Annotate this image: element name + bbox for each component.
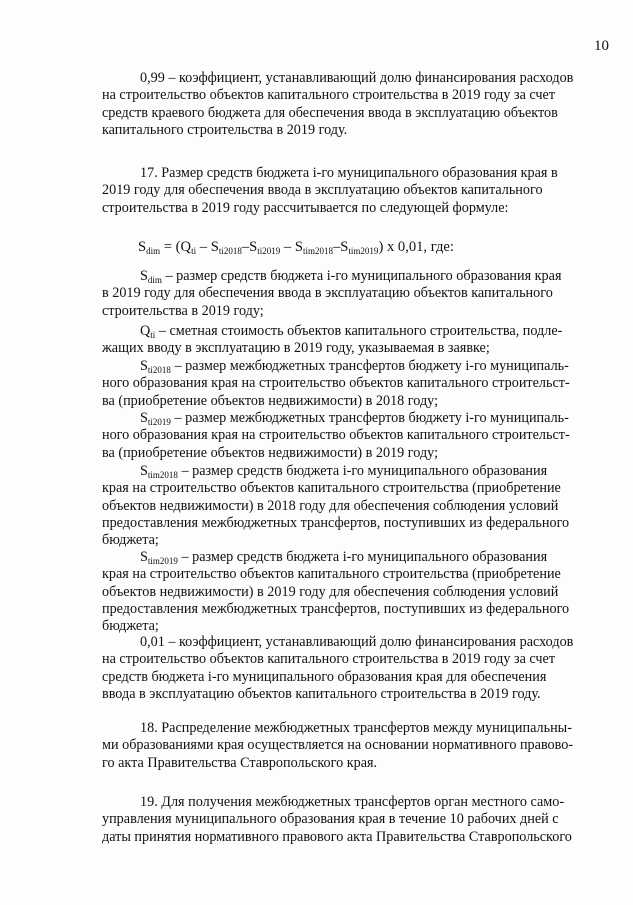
calculation-formula: $S_{dim} = (Q_{ti} - S_{ti2018}-S_{ti2019} - S_{tim2018}-S_{tim2019})$ x 0,01, где: xyxy=(138,239,454,256)
paragraph-item-19: 19. Для получения межбюджетных трансфертов орган местного само- управления муниципального образования края в течение 10 рабочих дней с даты принятия нормативного правового акта Правительства Ставропольского xyxy=(102,794,572,845)
paragraph-item-17: 17. Размер средств бюджета i-го муниципального образования края в 2019 году для обеспечения ввода в эксплуатацию объектов капитального строительства в 2019 году рассчитывается по следующей формуле: xyxy=(102,165,558,216)
definition-s-ti2019: $S_{ti2019}$ – размер межбюджетных трансфертов бюджету i-го муниципаль- ного образования края на строительство объектов капитального строительст- ва (приобретение объектов недвижимости) в 2019 году; xyxy=(102,410,570,461)
paragraph-coefficient-099: 0,99 – коэффициент, устанавливающий долю финансирования расходов на строительство объектов капитального строительства в 2019 году за счет средств краевого бюджета для обеспечения ввода в эксплуатацию объектов капитального строительства в 2019 году. xyxy=(102,70,574,138)
definition-s-dim: $S_{dim}$ – размер средств бюджета i-го муниципального образования края в 2019 году для обеспечения ввода в эксплуатацию объектов капитального строительства в 2019 году; xyxy=(102,268,562,319)
paragraph-coefficient-001: 0,01 – коэффициент, устанавливающий долю финансирования расходов на строительство объектов капитального строительства в 2019 году за счет средств бюджета i-го муниципального образования края для обеспечения ввода в эксплуатацию объектов капитального строительства в 2019 году. xyxy=(102,634,574,702)
definition-s-tim2019: $S_{tim2019}$ – размер средств бюджета i-го муниципального образования края на строительство объектов капитального строительства (приобретение объектов недвижимости) в 2019 году для обеспечения соблюдения условий предоставления межбюджетных трансфертов, поступивших из федерального бюджета; xyxy=(102,549,570,635)
definition-q-ti: $Q_{ti}$ – сметная стоимость объектов капитального строительства, подле- жащих вводу в эксплуатацию в 2019 году, указываемая в заявке; xyxy=(102,323,563,357)
paragraph-item-18: 18. Распределение межбюджетных трансфертов между муниципальны- ми образованиями края осуществляется на основании нормативного правово- го акта Правительства Ставропольского края. xyxy=(102,720,574,771)
page-number: 10 xyxy=(594,38,609,54)
definition-s-ti2018: $S_{ti2018}$ – размер межбюджетных трансфертов бюджету i-го муниципаль- ного образования края на строительство объектов капитального строительст- ва (приобретение объектов недвижимости) в 2018 году; xyxy=(102,358,570,409)
definition-s-tim2018: $S_{tim2018}$ – размер средств бюджета i-го муниципального образования края на строительство объектов капитального строительства (приобретение объектов недвижимости) в 2018 году для обеспечения соблюдения условий предоставления межбюджетных трансфертов, поступивших из федерального бюджета; xyxy=(102,463,570,549)
